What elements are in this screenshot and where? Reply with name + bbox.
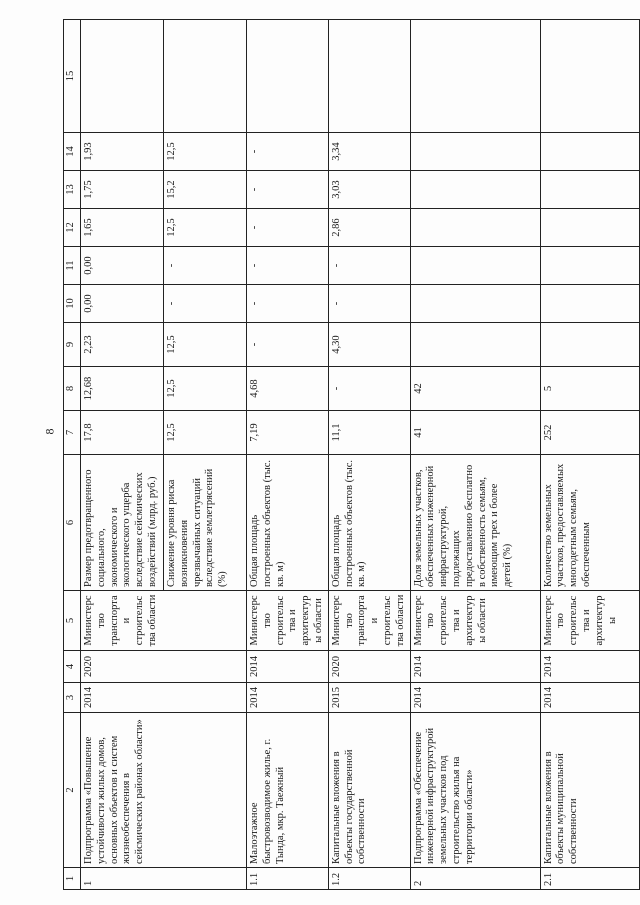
value-col10: -	[247, 285, 329, 323]
end-year: 2014	[247, 651, 329, 683]
row-number: 1.2	[328, 868, 410, 890]
end-year: 2020	[81, 651, 247, 683]
value-col10: -	[164, 285, 247, 323]
value-col14	[410, 133, 540, 171]
executor: Министерство строительства и архитектуры	[540, 591, 639, 651]
program-name: Капитальные вложения в объекты государственной собственности	[328, 713, 410, 868]
col-header-2: 2	[64, 713, 81, 868]
end-year: 2014	[540, 651, 639, 683]
indicator-name: Количество земельных участков, предоставляемых многодетным семьям, обеспеченным	[540, 455, 639, 591]
col-header-1: 1	[64, 868, 81, 890]
indicator-name: Общая площадь построенных объектов (тыс. кв. м)	[328, 455, 410, 591]
indicator-name: Общая площадь построенных объектов (тыс. кв. м)	[247, 455, 329, 591]
start-year: 2015	[328, 683, 410, 713]
row-number: 1	[81, 868, 247, 890]
col-header-11: 11	[64, 247, 81, 285]
col-header-6: 6	[64, 455, 81, 591]
col-header-4: 4	[64, 651, 81, 683]
value-col8: 5	[540, 367, 639, 411]
indicator-name: Снижение уровня риска возникновения чрезвычайных ситуаций вследствие землетрясений (%)	[164, 455, 247, 591]
value-col9: 2,23	[81, 323, 164, 367]
value-col12	[540, 209, 639, 247]
value-col9: 4,30	[328, 323, 410, 367]
executor: Министерство транспорта и строительства области	[328, 591, 410, 651]
value-col9: -	[247, 323, 329, 367]
col-header-7: 7	[64, 411, 81, 455]
column-number-row	[64, 20, 81, 890]
value-col12: 12,5	[164, 209, 247, 247]
end-year: 2020	[328, 651, 410, 683]
value-col10	[540, 285, 639, 323]
value-col7: 7,19	[247, 411, 329, 455]
value-col8: 42	[410, 367, 540, 411]
value-col13: 3,03	[328, 171, 410, 209]
col-header-10: 10	[64, 285, 81, 323]
value-col15	[81, 20, 164, 133]
value-col15	[247, 20, 329, 133]
executor: Министерство транспорта и строительства области	[81, 591, 247, 651]
start-year: 2014	[410, 683, 540, 713]
col-header-8: 8	[64, 367, 81, 411]
row-number: 2.1	[540, 868, 639, 890]
start-year: 2014	[540, 683, 639, 713]
value-col15	[410, 20, 540, 133]
value-col11	[410, 247, 540, 285]
value-col7: 41	[410, 411, 540, 455]
value-col12: -	[247, 209, 329, 247]
value-col13	[540, 171, 639, 209]
program-name: Подпрограмма «Обеспечение инженерной инфраструктурой земельных участков под строительство жилья на территории области»	[410, 713, 540, 868]
value-col8: 12,68	[81, 367, 164, 411]
value-col9	[540, 323, 639, 367]
end-year: 2014	[410, 651, 540, 683]
value-col10: 0,00	[81, 285, 164, 323]
value-col13: 15,2	[164, 171, 247, 209]
program-indicators-table	[63, 19, 640, 890]
value-col14: 3,34	[328, 133, 410, 171]
indicator-name: Доля земельных участков, обеспеченных инженерной инфраструктурой, подлежащих предоставлению бесплатно в собственность семьям, имеющим трех и более детей (%)	[410, 455, 540, 591]
value-col10	[410, 285, 540, 323]
rotated-table-container	[63, 20, 618, 890]
value-col15	[540, 20, 639, 133]
col-header-5: 5	[64, 591, 81, 651]
col-header-14: 14	[64, 133, 81, 171]
value-col8: -	[328, 367, 410, 411]
value-col7: 252	[540, 411, 639, 455]
executor: Министерство строительства и архитектуры области	[247, 591, 329, 651]
table-row	[540, 20, 639, 890]
value-col9: 12,5	[164, 323, 247, 367]
value-col8: 4,68	[247, 367, 329, 411]
program-name: Малоэтажное быстровозводимое жилье, г. Тында, мкр. Таежный	[247, 713, 329, 868]
value-col11: 0,00	[81, 247, 164, 285]
value-col14	[540, 133, 639, 171]
value-col11: -	[247, 247, 329, 285]
value-col15	[328, 20, 410, 133]
value-col14: -	[247, 133, 329, 171]
table-row	[81, 20, 164, 890]
start-year: 2014	[247, 683, 329, 713]
value-col15	[164, 20, 247, 133]
row-number: 2	[410, 868, 540, 890]
col-header-15: 15	[64, 20, 81, 133]
value-col10: -	[328, 285, 410, 323]
value-col8: 12,5	[164, 367, 247, 411]
page-number: 8	[42, 428, 57, 435]
col-header-9: 9	[64, 323, 81, 367]
col-header-3: 3	[64, 683, 81, 713]
value-col14: 12,5	[164, 133, 247, 171]
value-col7: 17,8	[81, 411, 164, 455]
value-col12	[410, 209, 540, 247]
indicator-name: Размер предотвращенного социального, экономического и экологического ущерба вследствие сейсмических воздействий (млрд. руб.)	[81, 455, 164, 591]
value-col14: 1,93	[81, 133, 164, 171]
program-name: Подпрограмма «Повышение устойчивости жилых домов, основных объектов и систем жизнеобеспечения в сейсмических районах области»	[81, 713, 247, 868]
value-col13	[410, 171, 540, 209]
value-col9	[410, 323, 540, 367]
row-number: 1.1	[247, 868, 329, 890]
table-row	[328, 20, 410, 890]
value-col7: 12,5	[164, 411, 247, 455]
value-col12: 2,86	[328, 209, 410, 247]
executor: Министерство строительства и архитектуры области	[410, 591, 540, 651]
value-col7: 11,1	[328, 411, 410, 455]
value-col11: -	[328, 247, 410, 285]
value-col11	[540, 247, 639, 285]
col-header-13: 13	[64, 171, 81, 209]
value-col11: -	[164, 247, 247, 285]
value-col13: -	[247, 171, 329, 209]
table-row	[247, 20, 329, 890]
program-name: Капитальные вложения в объекты муниципальной собственности	[540, 713, 639, 868]
start-year: 2014	[81, 683, 247, 713]
table-row	[410, 20, 540, 890]
value-col13: 1,75	[81, 171, 164, 209]
value-col12: 1,65	[81, 209, 164, 247]
col-header-12: 12	[64, 209, 81, 247]
